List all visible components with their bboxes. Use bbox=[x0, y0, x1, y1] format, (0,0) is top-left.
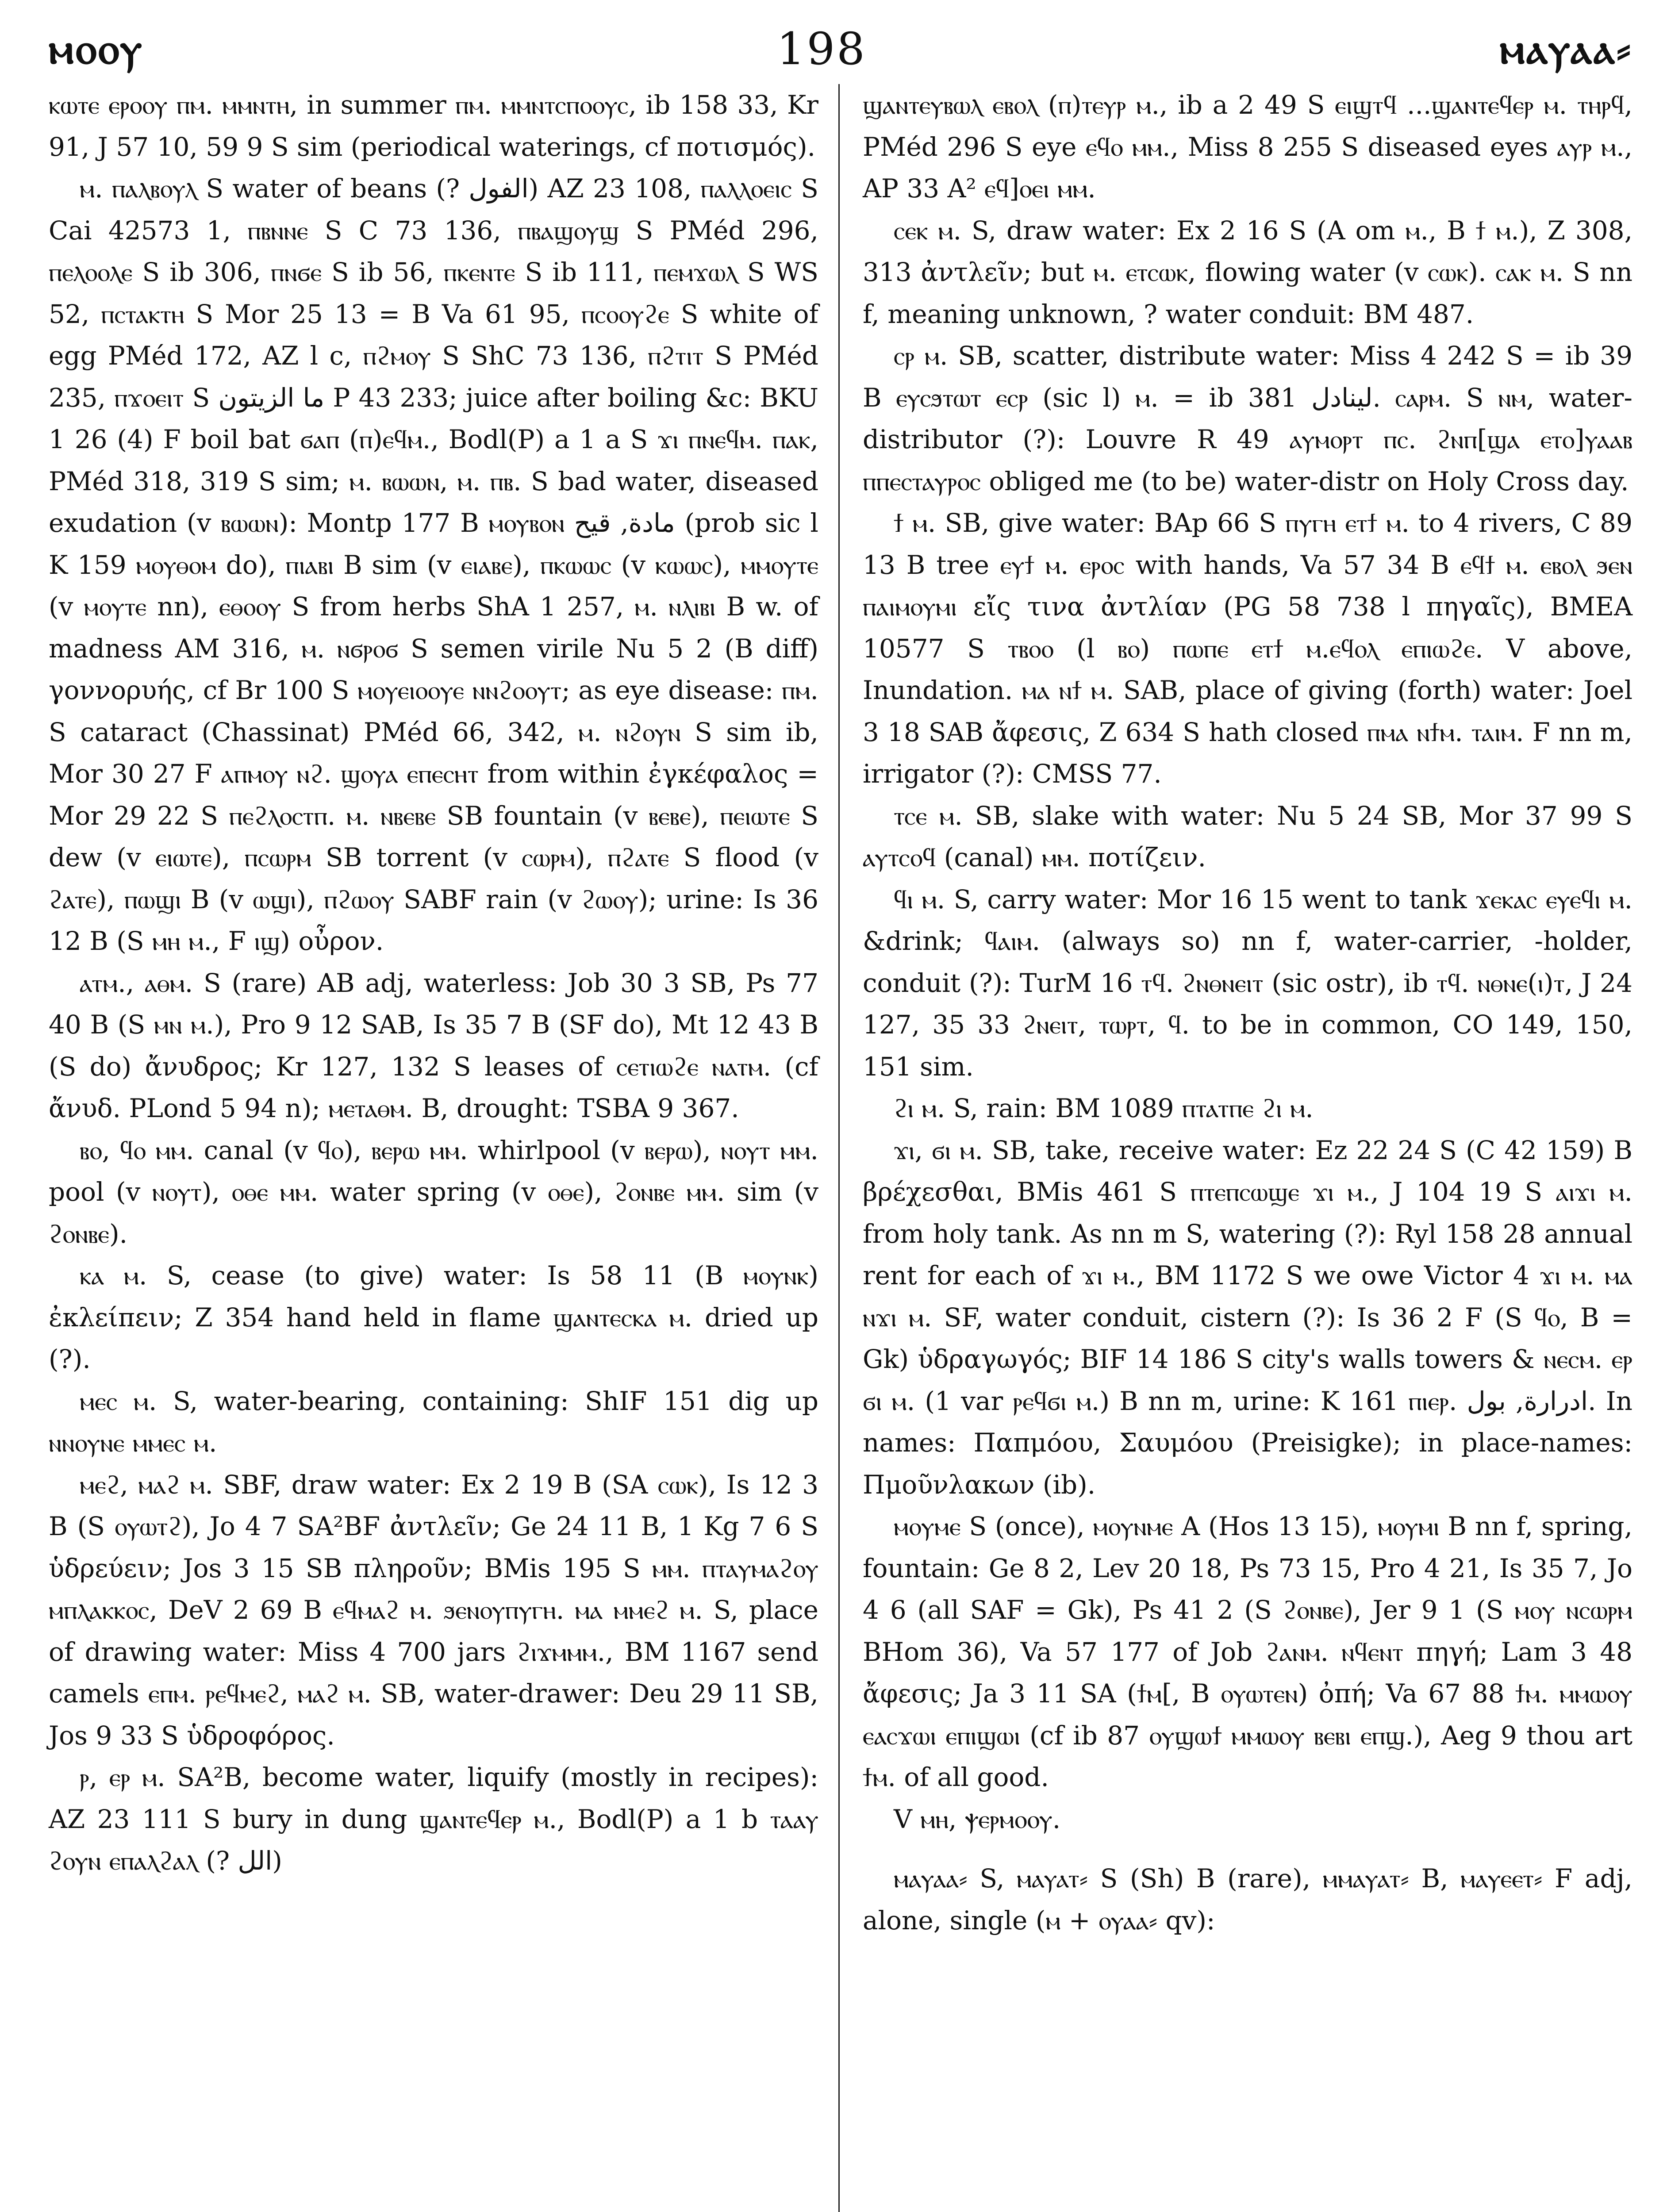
paragraph: ϣⲁⲛⲧⲉⲩⲃⲱⲗ ⲉⲃⲟⲗ (ⲡ)ⲧⲉⲩⲣ ⲙ., ib a 2 49 S ⲉⲓϣⲧϥ ...ϣⲁⲛⲧⲉϥⲉⲣ ⲙ. ⲧⲏⲣϥ, PMéd 296 S eye ⲉϥⲟ ⲙⲙ., Miss 8 255 S diseased eyes ⲁⲩⲣ ⲙ., AP 33 A² ⲉϥ]ⲟⲉⲓ ⲙⲙ. bbox=[863, 90, 1632, 204]
paragraph: ⲙⲁⲩⲁⲁ⸗ S, ⲙⲁⲩⲁⲧ⸗ S (Sh) B (rare), ⲙⲙⲁⲩⲁⲧ⸗ B, ⲙⲁⲩⲉⲉⲧ⸗ F adj, alone, single (ⲙ + ⲟⲩⲁⲁ⸗ qv): bbox=[863, 1863, 1632, 1936]
paragraph: ⲙ. ⲡⲁⲗⲃⲟⲩⲗ S water of beans (? الفول) AZ 23 108, ⲡⲁⲗⲗⲟⲉⲓⲥ S Cai 42573 1, ⲡⲃⲛⲛⲉ S C 73 136, ⲡⲃⲁϣⲟⲩϣ S PMéd 296, ⲡⲉⲗⲟⲟⲗⲉ S ib 306, ⲡⲛϭⲉ S ib 56, ⲡⲕⲉⲛⲧⲉ S ib 111, ⲡⲉⲙϫⲱⲗ S WS 52, ⲡⲥⲧⲁⲕⲧⲏ S Mor 25 13 = B Va 61 95, ⲡⲥⲟⲟⲩϩⲉ S white of egg PMéd 172, AZ l c, ⲡϩⲙⲟⲩ S ShC 73 136, ⲡϩⲧⲓⲧ S PMéd 235, ⲡϫⲟⲉⲓⲧ S ما الزيتون P 43 233; juice after boiling &c: BKU 1 26 (4) F boil bat ϭⲁⲡ (ⲡ)ⲉϥⲙ., Bodl(P) a 1 a S ϫⲓ ⲡⲛⲉϥⲙ. ⲡⲁⲕ, PMéd 318, 319 S sim; ⲙ. ⲃⲱⲱⲛ, ⲙ. ⲡⲃ. S bad water, diseased exudation (v ⲃⲱⲱⲛ): Montp 177 B ⲙⲟⲩⲃⲟⲛ مادة, قيح (prob sic l K 159 ⲙⲟⲩⲑⲟⲙ do), ⲡⲓⲁⲃⲓ B sim (v ⲉⲓⲁⲃⲉ), ⲡⲕⲱⲱⲥ (v ⲕⲱⲱⲥ), ⲙⲙⲟⲩⲧⲉ (v ⲙⲟⲩⲧⲉ nn), ⲉⲑⲟⲟⲩ S from herbs ShA 1 257, ⲙ. ⲛⲗⲓⲃⲓ B w. of madness AM 316, ⲙ. ⲛϭⲣⲟϭ S semen virile Nu 5 2 (B diff) γοννορυής, cf Br 100 S ⲙⲟⲩⲉⲓⲟⲟⲩⲉ ⲛⲛϩⲟⲟⲩⲧ; as eye disease: ⲡⲙ. S cataract (Chassinat) PMéd 66, 342, ⲙ. ⲛϩⲟⲩⲛ S sim ib, Mor 30 27 F ⲁⲡⲙⲟⲩ ⲛϩ. ϣⲟⲩⲁ ⲉⲡⲉⲥⲏⲧ from within ἐγκέφαλος = Mor 29 22 S ⲡⲉϩⲗⲟⲥⲧⲡ. ⲙ. ⲛⲃⲉⲃⲉ SB fountain (v ⲃⲉⲃⲉ), ⲡⲉⲓⲱⲧⲉ S dew (v ⲉⲓⲱⲧⲉ), ⲡⲥⲱⲣⲙ SB torrent (v ⲥⲱⲣⲙ), ⲡϩⲁⲧⲉ S flood (v ϩⲁⲧⲉ), ⲡⲱϣⲓ B (v ⲱϣⲓ), ⲡϩⲱⲟⲩ SABF rain (v ϩⲱⲟⲩ); urine: Is 36 12 B (S ⲙⲏ ⲙ., F ⲓϣ) οὖρον. bbox=[49, 173, 818, 956]
right-column bbox=[863, 84, 1632, 1941]
left-column bbox=[49, 84, 818, 1882]
paragraph: ⲣ, ⲉⲣ ⲙ. SA²B, become water, liquify (mostly in recipes): AZ 23 111 S bury in dung ϣⲁⲛⲧⲉϥⲉⲣ ⲙ., Bodl(P) a 1 b ⲧⲁⲁⲩ ϩⲟⲩⲛ ⲉⲡⲁⲗϩⲁⲗ (? الل) bbox=[49, 1762, 818, 1876]
paragraph: ϫⲓ, ϭⲓ ⲙ. SB, take, receive water: Ez 22 24 S (C 42 159) B βρέχεσθαι, BMis 461 S ⲡⲧⲉⲡⲥⲱϣⲉ ϫⲓ ⲙ., J 104 19 S ⲁⲓϫⲓ ⲙ. from holy tank. As nn m S, watering (?): Ryl 158 28 annual rent for each of ϫⲓ ⲙ., BM 1172 S we owe Victor 4 ϫⲓ ⲙ. ⲙⲁ ⲛϫⲓ ⲙ. SF, water conduit, cistern (?): Is 36 2 F (S ϥⲟ, B = Gk) ὑδραγωγός; BIF 14 186 S city's walls towers & ⲛⲉⲥⲙ. ⲉⲣ ϭⲓ ⲙ. (1 var ⲣⲉϥϭⲓ ⲙ.) B nn m, urine: K 161 ⲡⲓⲉⲣ. ادرارة, بول. In names: Παπμόου, Σαυμόου (Preisigke); in place-names: Πμοῦνλακων (ib). bbox=[863, 1135, 1633, 1500]
running-header bbox=[49, 18, 1632, 80]
paragraph: ⲥⲉⲕ ⲙ. S, draw water: Ex 2 16 S (A om ⲙ., B ϯ ⲙ.), Z 308, 313 ἀντλεῖν; but ⲙ. ⲉⲧⲥⲱⲕ, flowing water (v ⲥⲱⲕ). ⲥⲁⲕ ⲙ. S nn f, meaning unknown, ? water conduit: BM 487. bbox=[863, 215, 1632, 329]
header-left-word: ⲙⲟⲟⲩ bbox=[49, 23, 144, 73]
paragraph: ⲙⲉⲥ ⲙ. S, water-bearing, containing: ShIF 151 dig up ⲛⲛⲟⲩⲛⲉ ⲙⲙⲉⲥ ⲙ. bbox=[49, 1386, 818, 1458]
paragraph: ⲙⲟⲩⲙⲉ S (once), ⲙⲟⲩⲛⲙⲉ A (Hos 13 15), ⲙⲟⲩⲙⲓ B nn f, spring, fountain: Ge 8 2, Lev 20 18, Ps 73 15, Pro 4 21, Is 35 7, Jo 4 6 (all SAF = Gk), Ps 41 2 (S ϩⲟⲛⲃⲉ), Jer 9 1 (S ⲙⲟⲩ ⲛⲥⲱⲣⲙ BHom 36), Va 57 177 of Job ϩⲁⲛⲙ. ⲛϥⲉⲛⲧ πηγή; Lam 3 48 ἄφεσις; Ja 3 11 SA (ϯⲙ[, B ⲟⲩⲱⲧⲉⲛ) ὀπή; Va 67 88 ϯⲙ. ⲙⲙⲱⲟⲩ ⲉⲁⲥϫⲱⲓ ⲉⲡⲓϣⲱⲓ (cf ib 87 ⲟⲩϣⲱϯ ⲙⲙⲱⲟⲩ ⲃⲉⲃⲓ ⲉⲡϣ.), Aeg 9 thou art ϯⲙ. of all good. bbox=[863, 1511, 1632, 1792]
paragraph: ⲕⲱⲧⲉ ⲉⲣⲟⲟⲩ ⲡⲙ. ⲙⲙⲛⲧⲏ, in summer ⲡⲙ. ⲙⲙⲛⲧⲥⲡⲟⲟⲩⲥ, ib 158 33, Kr 91, J 57 10, 59 9 S sim (periodical waterings, cf ποτισμός). bbox=[49, 90, 818, 162]
paragraph: V ⲙⲏ, ⲯⲉⲣⲙⲟⲟⲩ. bbox=[894, 1804, 1061, 1834]
paragraph: ⲃⲟ, ϥⲟ ⲙⲙ. canal (v ϥⲟ), ⲃⲉⲣⲱ ⲙⲙ. whirlpool (v ⲃⲉⲣⲱ), ⲛⲟⲩⲧ ⲙⲙ. pool (v ⲛⲟⲩⲧ), ⲟⲑⲉ ⲙⲙ. water spring (v ⲟⲑⲉ), ϩⲟⲛⲃⲉ ⲙⲙ. sim (v ϩⲟⲛⲃⲉ). bbox=[49, 1135, 818, 1249]
paragraph: ⲁⲧⲙ., ⲁⲑⲙ. S (rare) AB adj, waterless: Job 30 3 SB, Ps 77 40 B (S ⲙⲛ ⲙ.), Pro 9 12 SAB, Is 35 7 B (SF do), Mt 12 43 B (S do) ἄνυδρος; Kr 127, 132 S leases of ⲥⲉⲧⲓⲱϩⲉ ⲛⲁⲧⲙ. (cf ἄνυδ. PLond 5 94 n); ⲙⲉⲧⲁⲑⲙ. B, drought: TSBA 9 367. bbox=[49, 968, 818, 1123]
paragraph: ϩⲓ ⲙ. S, rain: BM 1089 ⲡⲧⲁⲧⲡⲉ ϩⲓ ⲙ. bbox=[894, 1093, 1314, 1123]
paragraph: ⲙⲉϩ, ⲙⲁϩ ⲙ. SBF, draw water: Ex 2 19 B (SA ⲥⲱⲕ), Is 12 3 B (S ⲟⲩⲱⲧϩ), Jo 4 7 SA²BF ἀντλεῖν; Ge 24 11 B, 1 Kg 7 6 S ὑδρεύειν; Jos 3 15 SB πληροῦν; BMis 195 S ⲙⲙ. ⲡⲧⲁⲩⲙⲁϩⲟⲩ ⲙⲡⲗⲁⲕⲕⲟⲥ, DeV 2 69 B ⲉϥⲙⲁϩ ⲙ. ϧⲉⲛⲟⲩⲡⲩⲅⲏ. ⲙⲁ ⲙⲙⲉϩ ⲙ. S, place of drawing water: Miss 4 700 jars ϩⲓϫⲙⲙⲙ., BM 1167 send camels ⲉⲡⲙ. ⲣⲉϥⲙⲉϩ, ⲙⲁϩ ⲙ. SB, water-drawer: Deu 29 11 SB, Jos 9 33 S ὑδροφόρος. bbox=[49, 1469, 818, 1751]
column-divider bbox=[838, 84, 840, 2212]
paragraph: ⲧⲥⲉ ⲙ. SB, slake with water: Nu 5 24 SB, Mor 37 99 S ⲁⲩⲧⲥⲟϥ (canal) ⲙⲙ. ποτίζειν. bbox=[863, 800, 1632, 872]
paragraph: ϯ ⲙ. SB, give water: BAp 66 S ⲡⲩⲅⲏ ⲉⲧϯ ⲙ. to 4 rivers, C 89 13 B tree ⲉⲩϯ ⲙ. ⲉⲣⲟⲥ with hands, Va 57 34 B ⲉϥϯ ⲙ. ⲉⲃⲟⲗ ϧⲉⲛ ⲡⲁⲓⲙⲟⲩⲙⲓ εἴς τινα ἀντλίαν (PG 58 738 l πηγαῖς), BMEA 10577 S ⲧⲃⲟⲟ (l ⲃⲟ) ⲡⲱⲡⲉ ⲉⲧϯ ⲙ.ⲉϥⲟⲗ ⲉⲡⲓⲱϩⲉ. V above, Inundation. ⲙⲁ ⲛϯ ⲙ. SAB, place of giving (forth) water: Joel 3 18 SAB ἄφεσις, Z 634 S hath closed ⲡⲙⲁ ⲛϯⲙ. ⲧⲁⲓⲙ. F nn m, irrigator (?): CMSS 77. bbox=[863, 508, 1632, 789]
paragraph: ϥⲓ ⲙ. S, carry water: Mor 16 15 went to tank ϫⲉⲕⲁⲥ ⲉⲩⲉϥⲓ ⲙ. &drink; ϥⲁⲓⲙ. (always so) nn f, water-carrier, -holder, conduit (?): TurM 16 ⲧϥ. ϩⲛⲑⲛⲉⲓⲧ (sic ostr), ib ⲧϥ. ⲛⲑⲛⲉ(ⲓ)ⲧ, J 24 127, 35 33 ϩⲛⲉⲓⲧ, ⲧⲱⲣⲧ, ϥ. to be in common, CO 149, 150, 151 sim. bbox=[863, 884, 1632, 1082]
header-right-word: ⲙⲁⲩⲁⲁ⸗ bbox=[1499, 23, 1632, 73]
paragraph: ⲥⲣ ⲙ. SB, scatter, distribute water: Miss 4 242 S = ib 39 B ⲉⲩⲥϧⲧⲱⲧ ⲉⲥⲣ (sic l) ⲙ. = ib 381 لينادل. ⲥⲁⲣⲙ. S ⲛⲙ, water-distributor (?): Louvre R 49 ⲁⲩⲙⲟⲣⲧ ⲡⲥ. ϩⲛⲡ[ϣⲁ ⲉⲧⲟ]ⲩⲁⲁⲃ ⲡⲡⲉⲥⲧⲁⲩⲣⲟⲥ obliged me (to be) water-distr on Holy Cross day. bbox=[863, 341, 1632, 496]
paragraph: ⲕⲁ ⲙ. S, cease (to give) water: Is 58 11 (B ⲙⲟⲩⲛⲕ) ἐκλείπειν; Z 354 hand held in flame ϣⲁⲛⲧⲉⲥⲕⲁ ⲙ. dried up (?). bbox=[49, 1260, 818, 1374]
page-number: 198 bbox=[776, 23, 867, 75]
